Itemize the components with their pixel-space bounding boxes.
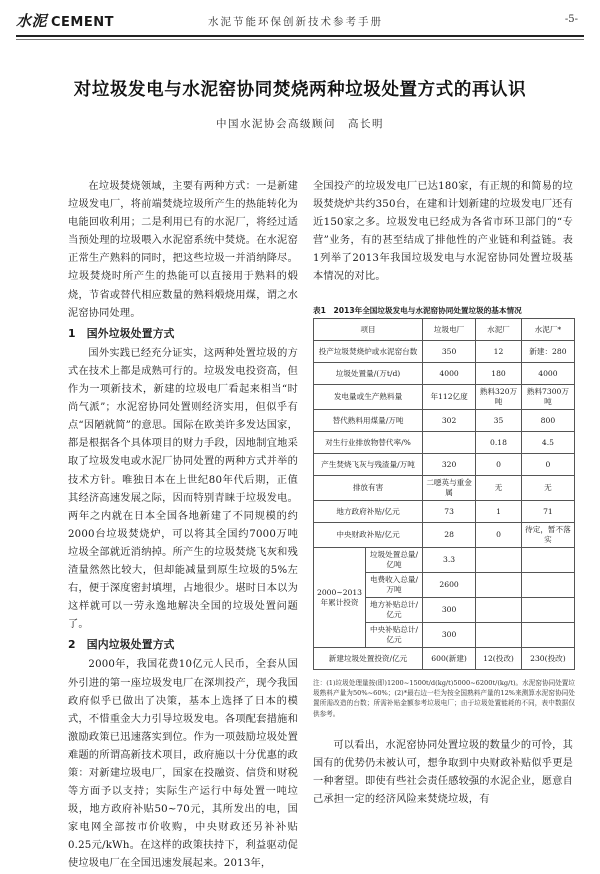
article-title: 对垃圾发电与水泥窑协同焚烧两种垃圾处置方式的再认识	[73, 80, 527, 100]
cell: 600(新建)	[423, 648, 476, 670]
cell: 年112亿度	[423, 385, 476, 410]
table-row	[314, 454, 575, 476]
section-1-body: 国外实践已经充分证实，这两种处置垃圾的方式在技术上都是成熟可行的。垃圾发电投资高，但作为一项新技术，新建的垃圾电厂看起来相当“时尚气派”；水泥窑协同处置则经济实用，但似乎有点“因陋就简”的意思。国际在欧美许多发达国家，都是根据各个具体项目的财力手段，因地制宜地采取了垃圾发电或水泥厂协同处置的两种方式并举的技术方针。唯独日本在上世纪80年代后期，正值其经济高速发展之际，因而特别青睐于垃圾发电。两年之内就在日本全国各地新建了不同规模的约2000台垃圾焚烧炉，可以将其全国约7000万吨垃圾全部就近消纳掉。所产生的垃圾焚烧飞灰和残渣量然然比较大，但却能减量到原生垃圾的5%左右，便于深度密封填埋，占地很少。堪时日本以为这样就可以一劳永逸地解决全国的垃圾处置问题了。	[68, 347, 298, 631]
cell	[476, 623, 522, 648]
cell: 350	[423, 341, 476, 363]
section-2-body: 2000年，我国花费10亿元人民币，全套从国外引进的第一座垃圾发电厂在深圳投产，现今我国政府似乎已做出了决策，基本上选择了日本的模式，不惜重金大力引导垃圾发电。各项配套措施和激励政策已迅速落实到位。作为一项鼓励垃圾处置难题的所谓高新技术项目，政府施以十分优惠的政策：对新建垃圾电厂，国家在投融资、信贷和财税等方面予以支持；实际生产运行中每处置一吨垃圾，地方政府补贴50~70元，其所发出的电，国家电网全部按市价收购，中央财政还另补补贴0.25元/kWh。在这样的政策扶持下，利益驱动促使垃圾电厂在全国迅速发展起来。2013年，	[68, 659, 298, 870]
cell: 无	[521, 476, 574, 501]
row-label: 替代熟料用煤量/万吨	[314, 410, 423, 432]
table-total-row	[314, 648, 575, 670]
cell	[521, 548, 574, 573]
header-rule-thin	[16, 39, 584, 40]
cell: 待定，暂不落实	[521, 523, 574, 548]
cell: 4.5	[521, 432, 574, 454]
cell: 12(投改)	[476, 648, 522, 670]
table-row	[314, 476, 575, 501]
section-2-heading: 2 国内垃圾处置方式	[68, 638, 175, 652]
cell: 0.18	[476, 432, 522, 454]
table-row	[314, 363, 575, 385]
row-label: 中央补贴总计/亿元	[366, 623, 423, 648]
cell: 302	[423, 410, 476, 432]
header-power-plant: 垃圾电厂	[423, 319, 476, 341]
cell: 熟料7300万吨	[521, 385, 574, 410]
cell: 12	[476, 341, 522, 363]
row-label: 发电量或生产熟料量	[314, 385, 423, 410]
cell: 2600	[423, 573, 476, 598]
logo-text: CEMENT	[51, 15, 115, 30]
cell: 0	[476, 523, 522, 548]
row-label: 投产垃圾焚烧炉或水泥窑台数	[314, 341, 423, 363]
cell: 73	[423, 501, 476, 523]
row-label: 排放有害	[314, 476, 423, 501]
cell: 熟料320万吨	[476, 385, 522, 410]
cell: 0	[476, 454, 522, 476]
cell: 800	[521, 410, 574, 432]
header-item: 项目	[314, 319, 423, 341]
period-label: 2000~2013年累计投资	[314, 548, 366, 648]
header-rule	[16, 35, 584, 37]
cell	[521, 598, 574, 623]
cell: 0	[521, 454, 574, 476]
row-label: 新建垃圾处置投资/亿元	[314, 648, 423, 670]
table-row	[314, 501, 575, 523]
right-column-bottom	[313, 737, 573, 809]
section-1-heading: 1 国外垃圾处置方式	[68, 326, 175, 340]
article-author: 中国水泥协会高级顾问 高长明	[216, 118, 384, 130]
table-caption: 表1 2013年全国垃圾发电与水泥窑协同处置垃圾的基本情况	[313, 306, 522, 315]
table-row	[314, 410, 575, 432]
table-row	[314, 523, 575, 548]
right-bottom-paragraph: 可以看出，水泥窑协同处置垃圾的数量少的可怜，其国有的优势仍未被认可，想争取到中央财政补贴似乎更是一种奢望。即使有些社会责任感较强的水泥企业，愿意自己承担一定的经济风险来焚烧垃圾，有	[313, 740, 573, 806]
page-number: -5-	[564, 14, 578, 25]
cell: 1	[476, 501, 522, 523]
cell: 28	[423, 523, 476, 548]
logo-mark: 水泥	[16, 12, 48, 30]
cell	[476, 573, 522, 598]
cell	[521, 573, 574, 598]
cell: 4000	[521, 363, 574, 385]
cell: 300	[423, 598, 476, 623]
cell: 71	[521, 501, 574, 523]
table-row	[314, 548, 575, 573]
left-column	[68, 178, 298, 874]
row-label: 产生焚烧飞灰与残渣量/万吨	[314, 454, 423, 476]
row-label: 电费收入总量/万吨	[366, 573, 423, 598]
cell	[521, 623, 574, 648]
row-label: 中央财政补贴/亿元	[314, 523, 423, 548]
row-label: 垃圾处置总量/亿吨	[366, 548, 423, 573]
journal-logo	[16, 10, 114, 31]
table-row	[314, 385, 575, 410]
row-label: 地方政府补贴/亿元	[314, 501, 423, 523]
right-column-top	[313, 178, 573, 287]
cell	[423, 432, 476, 454]
cell	[476, 548, 522, 573]
journal-title: 水泥节能环保创新技术参考手册	[208, 16, 383, 28]
table-note: 注：(1)垃圾处理量按(即)1200~1500t/d(kg/t)5000~6200t/(kg/t)。水泥窑协同处置垃圾熟料产量为50%~60%；(2)*最右边一栏为按全国熟料产量的12%来测算水泥窑协同处置所需改造的台数；所需补贴金额参考垃圾电厂；由于垃圾处置能耗的不同，表中数据仅供参考。	[313, 679, 575, 718]
row-label: 对生行业排放物替代率/%	[314, 432, 423, 454]
table-header-row	[314, 319, 575, 341]
cell: 4000	[423, 363, 476, 385]
cell	[476, 598, 522, 623]
cell: 35	[476, 410, 522, 432]
header-cement: 水泥厂	[476, 319, 522, 341]
cell: 180	[476, 363, 522, 385]
cell: 320	[423, 454, 476, 476]
cell: 新建：280	[521, 341, 574, 363]
row-label: 地方补贴总计/亿元	[366, 598, 423, 623]
cell: 300	[423, 623, 476, 648]
header-cement-new: 水泥厂*	[521, 319, 574, 341]
row-label: 垃圾处置量/(万t/d)	[314, 363, 423, 385]
cell: 无	[476, 476, 522, 501]
page-header	[12, 8, 588, 36]
cell: 二噁英与重金属	[423, 476, 476, 501]
right-top-paragraph: 全国投产的垃圾发电厂已达180家，有正规的和简易的垃圾焚烧炉共约350台，在建和计划新建的垃圾发电厂还有近150家之多。垃圾发电已经成为各省市环卫部门的“专营”业务，有的甚至结成了排他性的产业链和利益链。表1列举了2013年我国垃圾发电与水泥窑协同处置垃圾基本情况的对比。	[313, 181, 573, 283]
table-row	[314, 432, 575, 454]
intro-paragraph: 在垃圾焚烧领域，主要有两种方式：一是新建垃圾发电厂，将前端焚烧垃圾所产生的热能转化为电能回收利用；二是利用已有的水泥厂，将经过适当预处理的垃圾喂入水泥窑系统中焚烧。在水泥窑正常生产熟料的同时，把这些垃圾一并消纳降尽。垃圾焚烧时所产生的热能可以直接用于熟料的煅烧，节省或替代相应数量的熟料煅烧用煤，谓之水泥窑协同处理。	[68, 181, 298, 319]
comparison-table	[313, 318, 575, 670]
cell: 230(投改)	[521, 648, 574, 670]
table-row	[314, 341, 575, 363]
cell: 3.3	[423, 548, 476, 573]
